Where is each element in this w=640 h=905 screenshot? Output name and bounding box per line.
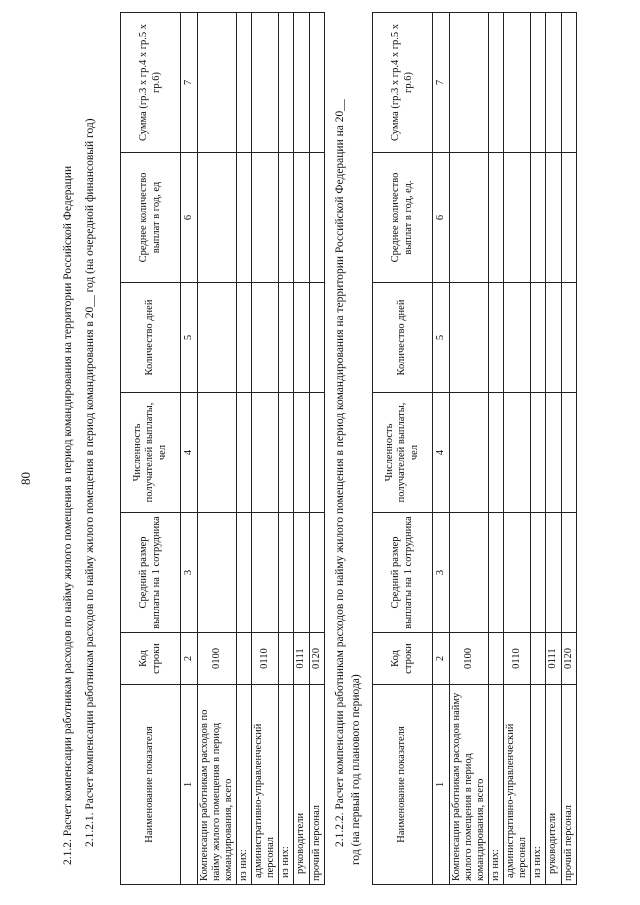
row-code: 0120 (561, 633, 576, 685)
cell (279, 513, 294, 633)
cell (450, 393, 489, 513)
table2-colnum: 2 (433, 633, 450, 685)
cell (309, 393, 324, 513)
row-code: 0120 (309, 633, 324, 685)
row-name: административно-управленческий персонал (252, 685, 279, 885)
cell (252, 153, 279, 283)
table2-caption-line2: год (на первый год планового периода) (350, 674, 362, 865)
row-name: из них: (489, 685, 504, 885)
cell (294, 393, 309, 513)
cell (252, 283, 279, 393)
cell (237, 13, 252, 153)
cell (237, 283, 252, 393)
cell (237, 393, 252, 513)
row-code: 0111 (546, 633, 561, 685)
table1-colnum: 1 (181, 685, 198, 885)
table2-col-avg-payment: Средний размер выплаты на 1 сотрудника (373, 513, 433, 633)
table1-col-name: Наименование показателя (121, 685, 181, 885)
cell (450, 283, 489, 393)
cell (561, 13, 576, 153)
section-heading: 2.1.2. Расчет компенсации работникам расходов по найму жилого помещения в период командирования на территории Российской Федерации (62, 165, 74, 865)
table-row (561, 13, 576, 885)
table-row (237, 13, 252, 885)
cell (489, 153, 504, 283)
table1-column-numbers (181, 13, 198, 885)
table2-colnum: 3 (433, 513, 450, 633)
cell (546, 13, 561, 153)
table2-col-sum: Сумма (гр.3 х гр.4 х гр.5 х гр.6) (373, 13, 433, 153)
table2-colnum: 7 (433, 13, 450, 153)
table1-col-days: Количество дней (121, 283, 181, 393)
cell (489, 283, 504, 393)
cell (198, 13, 237, 153)
table2-col-name: Наименование показателя (373, 685, 433, 885)
cell (531, 513, 546, 633)
table2-col-code: Код строки (373, 633, 433, 685)
row-code: 0111 (294, 633, 309, 685)
cell (198, 513, 237, 633)
table-row (252, 13, 279, 885)
cell (531, 393, 546, 513)
table1-colnum: 4 (181, 393, 198, 513)
table1-header-row (121, 13, 181, 885)
cell (546, 393, 561, 513)
cell (504, 283, 531, 393)
row-code: 0110 (252, 633, 279, 685)
cell (198, 153, 237, 283)
table1-col-avg-count: Среднее количество выплат в год, ед (121, 153, 181, 283)
cell (450, 13, 489, 153)
table1-col-recipients: Численность получателей выплаты, чел (121, 393, 181, 513)
cell (504, 153, 531, 283)
table1-col-code: Код строки (121, 633, 181, 685)
cell (531, 13, 546, 153)
table1-col-sum: Сумма (гр.3 х гр.4 х гр.5 х гр.6) (121, 13, 181, 153)
cell (198, 393, 237, 513)
table-row (279, 13, 294, 885)
table2-column-numbers (433, 13, 450, 885)
table-row (531, 13, 546, 885)
cell (561, 393, 576, 513)
table2-col-recipients: Численность получателей выплаты, чел (373, 393, 433, 513)
row-code: 0110 (504, 633, 531, 685)
row-code (279, 633, 294, 685)
cell (489, 393, 504, 513)
cell (504, 513, 531, 633)
cell (294, 13, 309, 153)
cell (531, 283, 546, 393)
table1 (120, 12, 325, 885)
row-code: 0100 (450, 633, 489, 685)
row-name: из них: (279, 685, 294, 885)
table2 (372, 12, 577, 885)
cell (309, 283, 324, 393)
table-row (450, 13, 489, 885)
cell (504, 393, 531, 513)
cell (279, 153, 294, 283)
table2-colnum: 6 (433, 153, 450, 283)
cell (294, 283, 309, 393)
table1-col-avg-payment: Средний размер выплаты на 1 сотрудника (121, 513, 181, 633)
table2-colnum: 1 (433, 685, 450, 885)
row-name: из них: (237, 685, 252, 885)
cell (252, 513, 279, 633)
table-row (294, 13, 309, 885)
table2-colnum: 5 (433, 283, 450, 393)
row-code (489, 633, 504, 685)
row-name: Компенсации работникам расходов найму жилого помещения в период командирования, всего (450, 685, 489, 885)
row-code (531, 633, 546, 685)
cell (279, 393, 294, 513)
cell (450, 513, 489, 633)
cell (546, 513, 561, 633)
cell (546, 283, 561, 393)
row-code (237, 633, 252, 685)
row-name: прочий персонал (561, 685, 576, 885)
cell (252, 393, 279, 513)
cell (237, 513, 252, 633)
table2-col-days: Количество дней (373, 283, 433, 393)
table-row (198, 13, 237, 885)
table1-colnum: 7 (181, 13, 198, 153)
page-number: 80 (18, 472, 33, 485)
table1-colnum: 3 (181, 513, 198, 633)
cell (294, 513, 309, 633)
table2-colnum: 4 (433, 393, 450, 513)
table-row (546, 13, 561, 885)
row-name: руководители (546, 685, 561, 885)
cell (546, 153, 561, 283)
cell (309, 513, 324, 633)
table-row (489, 13, 504, 885)
cell (237, 153, 252, 283)
row-name: из них: (531, 685, 546, 885)
cell (252, 13, 279, 153)
cell (531, 153, 546, 283)
cell (294, 153, 309, 283)
cell (279, 283, 294, 393)
cell (561, 153, 576, 283)
row-name: прочий персонал (309, 685, 324, 885)
table-row (504, 13, 531, 885)
cell (309, 13, 324, 153)
table2-caption-line1: 2.1.2.2. Расчет компенсации работникам расходов по найму жилого помещения в период командирования на территории Российской Федерации на 20__ (334, 99, 346, 847)
row-name: руководители (294, 685, 309, 885)
cell (489, 13, 504, 153)
table-row (309, 13, 324, 885)
cell (489, 513, 504, 633)
table1-colnum: 6 (181, 153, 198, 283)
row-name: административно-управленческий персонал (504, 685, 531, 885)
cell (561, 513, 576, 633)
cell (504, 13, 531, 153)
cell (561, 283, 576, 393)
table1-colnum: 5 (181, 283, 198, 393)
table1-colnum: 2 (181, 633, 198, 685)
table2-header-row (373, 13, 433, 885)
cell (309, 153, 324, 283)
cell (279, 13, 294, 153)
row-name: Компенсации работникам расходов по найму жилого помещения в период командирования, всего (198, 685, 237, 885)
table1-caption: 2.1.2.1. Расчет компенсации работникам расходов по найму жилого помещения в период командирования в 20__ год (на очередной финансовый год) (84, 118, 96, 847)
cell (198, 283, 237, 393)
row-code: 0100 (198, 633, 237, 685)
cell (450, 153, 489, 283)
table2-col-avg-count: Среднее количество выплат в год, ед. (373, 153, 433, 283)
